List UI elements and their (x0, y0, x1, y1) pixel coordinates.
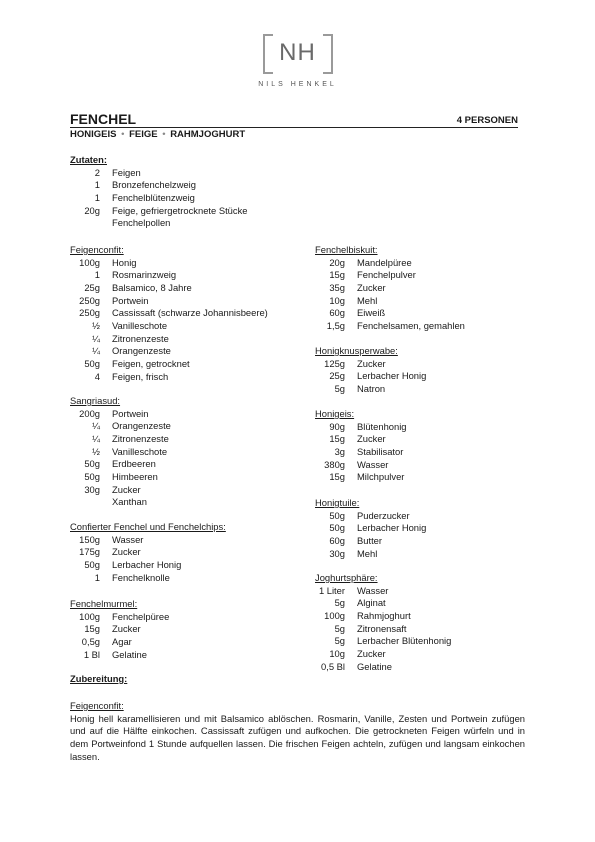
ingredient-name: Himbeeren (112, 470, 158, 482)
ingredient-row (70, 496, 171, 509)
section-heading: Sangriasud: (70, 395, 121, 406)
ingredient-qty: 380g (324, 458, 345, 470)
ingredient-qty: 2 (94, 166, 100, 178)
ingredient-name: Erdbeeren (112, 458, 156, 470)
ingredient-name: Gelatine (357, 660, 392, 672)
ingredient-qty: 60g (329, 534, 345, 546)
ingredient-row (315, 421, 407, 434)
section-heading: Feigenconfit: (70, 244, 124, 255)
ingredient-qty: ¼ (92, 332, 100, 344)
ingredient-row (70, 446, 171, 459)
ingredient-name: Zucker (357, 647, 386, 659)
ingredient-qty: 50g (84, 458, 100, 470)
ingredient-qty: 20g (329, 256, 345, 268)
ingredient-row (315, 358, 426, 371)
ingredient-qty: 0,5 Bl (321, 660, 345, 672)
section-heading: Confierter Fenchel und Fenchelchips: (70, 521, 226, 532)
logo-subtitle: NILS HENKEL (258, 81, 337, 88)
ingredient-row (70, 636, 169, 649)
ingredient-name: Zucker (357, 433, 386, 445)
ingredient-row (70, 282, 268, 295)
ingredient-row (70, 572, 226, 585)
ingredient-row (315, 370, 426, 383)
ingredient-row (70, 179, 248, 192)
ingredient-name: Orangenzeste (112, 420, 171, 432)
logo-mark (263, 34, 333, 72)
prep-text: Honig hell karamellisieren und mit Balsamico ablöschen. Rosmarin, Vanille, Zesten und Portwein zufügen und auf die Hälfte einkochen. Cassissaft zufügen und aufkochen. Die getrockneten Feigen würfeln und in dem Portweinfond 1 Stunde aufquellen lassen. Die frischen Feigen achteln, zufügen und langsam einkochen lassen. (70, 712, 525, 762)
section-heading: Honigtuile: (315, 497, 360, 508)
separator: • (121, 129, 125, 140)
ingredient-name: Balsamico, 8 Jahre (112, 281, 192, 293)
ingredient-name: Gelatine (112, 648, 147, 660)
ingredient-row (70, 408, 171, 421)
ingredient-row (70, 546, 226, 559)
section-honigtuile (315, 497, 426, 560)
ingredient-row (315, 610, 451, 623)
ingredient-row (70, 205, 248, 218)
ingredient-name: Wasser (357, 458, 389, 470)
ingredient-name: Orangenzeste (112, 345, 171, 357)
ingredient-name: Fenchelknolle (112, 571, 170, 583)
ingredient-name: Zucker (112, 483, 141, 495)
ingredient-qty: 25g (84, 281, 100, 293)
ingredient-name: Feigen, frisch (112, 370, 169, 382)
ingredient-name: Lerbacher Honig (112, 558, 182, 570)
ingredient-row (315, 510, 426, 523)
ingredient-row (315, 433, 407, 446)
ingredient-row (70, 307, 268, 320)
ingredient-row (70, 471, 171, 484)
ingredient-row (315, 269, 465, 282)
ingredient-qty: 50g (84, 558, 100, 570)
section-feigenconfit (70, 244, 268, 383)
ingredient-qty: 1 (94, 571, 100, 583)
ingredient-qty: 5g (334, 622, 345, 634)
ingredient-row (70, 649, 169, 662)
ingredient-name: Cassissaft (schwarze Johannisbeere) (112, 307, 268, 319)
ingredient-qty: 200g (79, 407, 100, 419)
section-joghurtsphaere (315, 572, 451, 673)
ingredient-row (70, 484, 171, 497)
ingredient-qty: 1,5g (326, 319, 345, 331)
ingredient-row (70, 420, 171, 433)
ingredient-row (315, 383, 426, 396)
ingredient-qty: 10g (329, 647, 345, 659)
ingredient-qty: 1 (94, 179, 100, 191)
ingredient-qty: 50g (84, 470, 100, 482)
ingredient-name: Feigen (112, 166, 141, 178)
ingredient-qty: 20g (84, 204, 100, 216)
ingredient-row (70, 559, 226, 572)
ingredient-name: Mehl (357, 547, 378, 559)
ingredient-name: Lerbacher Honig (357, 370, 427, 382)
ingredient-row (315, 548, 426, 561)
logo-initials: NH (279, 39, 316, 66)
section-heading: Honigknusperwabe: (315, 345, 398, 356)
ingredient-qty: 15g (84, 623, 100, 635)
ingredient-row (70, 295, 268, 308)
ingredient-name: Mandelpüree (357, 256, 412, 268)
ingredient-row (315, 295, 465, 308)
ingredient-qty: ½ (92, 319, 100, 331)
ingredient-row (315, 648, 451, 661)
ingredient-row (70, 371, 268, 384)
section-honigknusperwabe (315, 345, 426, 396)
preparation (70, 700, 525, 763)
ingredient-row (70, 458, 171, 471)
ingredient-qty: 50g (329, 509, 345, 521)
ingredient-name: Zucker (357, 281, 386, 293)
ingredient-qty: 3g (334, 445, 345, 457)
ingredient-qty: ¼ (92, 345, 100, 357)
ingredient-name: Portwein (112, 294, 149, 306)
ingredient-row (315, 535, 426, 548)
ingredient-row (70, 433, 171, 446)
ingredient-qty: 0,5g (81, 635, 100, 647)
ingredient-qty: 1 Bl (83, 648, 100, 660)
ingredient-row (70, 358, 268, 371)
ingredient-name: Stabilisator (357, 445, 404, 457)
ingredient-row (70, 333, 268, 346)
ingredient-qty: 10g (329, 294, 345, 306)
ingredient-row (70, 320, 268, 333)
ingredient-row (70, 534, 226, 547)
ingredient-qty: ½ (92, 445, 100, 457)
ingredient-name: Vanilleschote (112, 445, 168, 457)
ingredient-row (70, 611, 169, 624)
servings: 4 PERSONEN (456, 115, 518, 126)
subtitle-part: HONIGEIS (70, 129, 117, 140)
ingredient-qty: 15g (329, 433, 345, 445)
ingredient-name: Eiweiß (357, 307, 386, 319)
ingredient-row (315, 471, 407, 484)
ingredient-qty: 35g (329, 281, 345, 293)
ingredient-name: Wasser (357, 584, 389, 596)
ingredient-qty: 60g (329, 307, 345, 319)
ingredient-name: Feigen, getrocknet (112, 357, 190, 369)
ingredient-name: Zitronenzeste (112, 332, 169, 344)
ingredient-qty: 125g (324, 357, 345, 369)
ingredient-name: Feige, gefriergetrocknete Stücke (112, 204, 248, 216)
ingredient-name: Honig (112, 256, 137, 268)
zubereitung-heading: Zubereitung: (70, 673, 128, 684)
section-heading: Honigeis: (315, 408, 355, 419)
ingredient-name: Portwein (112, 407, 149, 419)
ingredient-name: Natron (357, 382, 386, 394)
ingredient-row (315, 623, 451, 636)
ingredient-name: Zitronenzeste (112, 432, 169, 444)
section-heading: Zutaten: (70, 154, 107, 165)
ingredient-name: Fenchelpollen (112, 217, 171, 229)
section-fenchelmurmel (70, 598, 169, 661)
ingredient-name: Fenchelsamen, gemahlen (357, 319, 465, 331)
ingredient-row (315, 446, 407, 459)
ingredient-qty: ¼ (92, 420, 100, 432)
ingredient-name: Zucker (357, 357, 386, 369)
section-fenchelchips (70, 521, 226, 584)
subtitle-part: RAHMJOGHURT (170, 129, 246, 140)
prep-subheading: Feigenconfit: (70, 700, 124, 711)
ingredient-name: Rahmjoghurt (357, 609, 411, 621)
ingredient-qty: 175g (79, 546, 100, 558)
ingredient-row (315, 597, 451, 610)
logo (0, 34, 595, 88)
ingredient-name: Fenchelblütenzweig (112, 191, 195, 203)
ingredient-qty: 100g (79, 610, 100, 622)
ingredient-qty: 250g (79, 294, 100, 306)
ingredient-row (70, 192, 248, 205)
ingredient-name: Lerbacher Honig (357, 522, 427, 534)
ingredient-name: Xanthan (112, 496, 147, 508)
ingredient-row (315, 282, 465, 295)
ingredient-qty: 30g (329, 547, 345, 559)
ingredient-qty: 250g (79, 307, 100, 319)
ingredient-qty: 5g (334, 382, 345, 394)
zubereitung-section (70, 673, 127, 686)
ingredient-name: Zucker (112, 546, 141, 558)
ingredient-row (315, 635, 451, 648)
ingredient-qty: ¼ (92, 432, 100, 444)
ingredient-qty: 25g (329, 370, 345, 382)
section-heading: Fenchelbiskuit: (315, 244, 378, 255)
ingredient-qty: 100g (79, 256, 100, 268)
ingredient-name: Mehl (357, 294, 378, 306)
ingredient-qty: 4 (94, 370, 100, 382)
ingredient-name: Fenchelpulver (357, 269, 416, 281)
recipe-title: FENCHEL (70, 111, 137, 127)
section-sangriasud (70, 395, 171, 509)
ingredient-name: Puderzucker (357, 509, 410, 521)
ingredient-row (315, 307, 465, 320)
section-fenchelbiskuit (315, 244, 465, 333)
ingredient-name: Milchpulver (357, 471, 405, 483)
ingredient-name: Vanilleschote (112, 319, 168, 331)
ingredient-name: Wasser (112, 533, 144, 545)
ingredient-row (70, 167, 248, 180)
ingredient-qty: 1 (94, 191, 100, 203)
ingredient-qty (70, 496, 112, 509)
ingredient-row (70, 269, 268, 282)
ingredient-row (70, 217, 248, 230)
separator: • (162, 129, 166, 140)
ingredient-row (315, 257, 465, 270)
ingredient-name: Rosmarinzweig (112, 269, 177, 281)
recipe-subtitle (70, 129, 245, 140)
ingredient-row (315, 585, 451, 598)
ingredient-qty: 50g (84, 357, 100, 369)
section-heading: Fenchelmurmel: (70, 598, 138, 609)
ingredient-name: Bronzefenchelzweig (112, 179, 196, 191)
ingredient-row (315, 459, 407, 472)
ingredient-row (70, 345, 268, 358)
ingredient-row (315, 522, 426, 535)
title-row (70, 111, 518, 128)
ingredient-row (315, 661, 451, 674)
section-honigeis (315, 408, 407, 484)
ingredient-qty: 30g (84, 483, 100, 495)
ingredient-qty: 15g (329, 269, 345, 281)
subtitle-part: FEIGE (129, 129, 158, 140)
ingredient-qty (70, 217, 112, 230)
ingredient-name: Blütenhonig (357, 420, 407, 432)
ingredient-row (315, 320, 465, 333)
section-zutaten (70, 154, 248, 230)
ingredient-name: Zitronensaft (357, 622, 407, 634)
ingredient-name: Alginat (357, 597, 386, 609)
ingredient-qty: 15g (329, 471, 345, 483)
ingredient-qty: 100g (324, 609, 345, 621)
ingredient-name: Butter (357, 534, 383, 546)
ingredient-qty: 50g (329, 522, 345, 534)
ingredient-qty: 5g (334, 597, 345, 609)
ingredient-name: Lerbacher Blütenhonig (357, 635, 452, 647)
section-heading: Joghurtsphäre: (315, 572, 378, 583)
ingredient-qty: 5g (334, 635, 345, 647)
ingredient-row (70, 257, 268, 270)
ingredient-row (70, 623, 169, 636)
ingredient-name: Agar (112, 635, 132, 647)
ingredient-qty: 150g (79, 533, 100, 545)
ingredient-qty: 90g (329, 420, 345, 432)
ingredient-name: Fenchelpüree (112, 610, 170, 622)
ingredient-qty: 1 (94, 269, 100, 281)
ingredient-qty: 1 Liter (318, 584, 345, 596)
ingredient-name: Zucker (112, 623, 141, 635)
